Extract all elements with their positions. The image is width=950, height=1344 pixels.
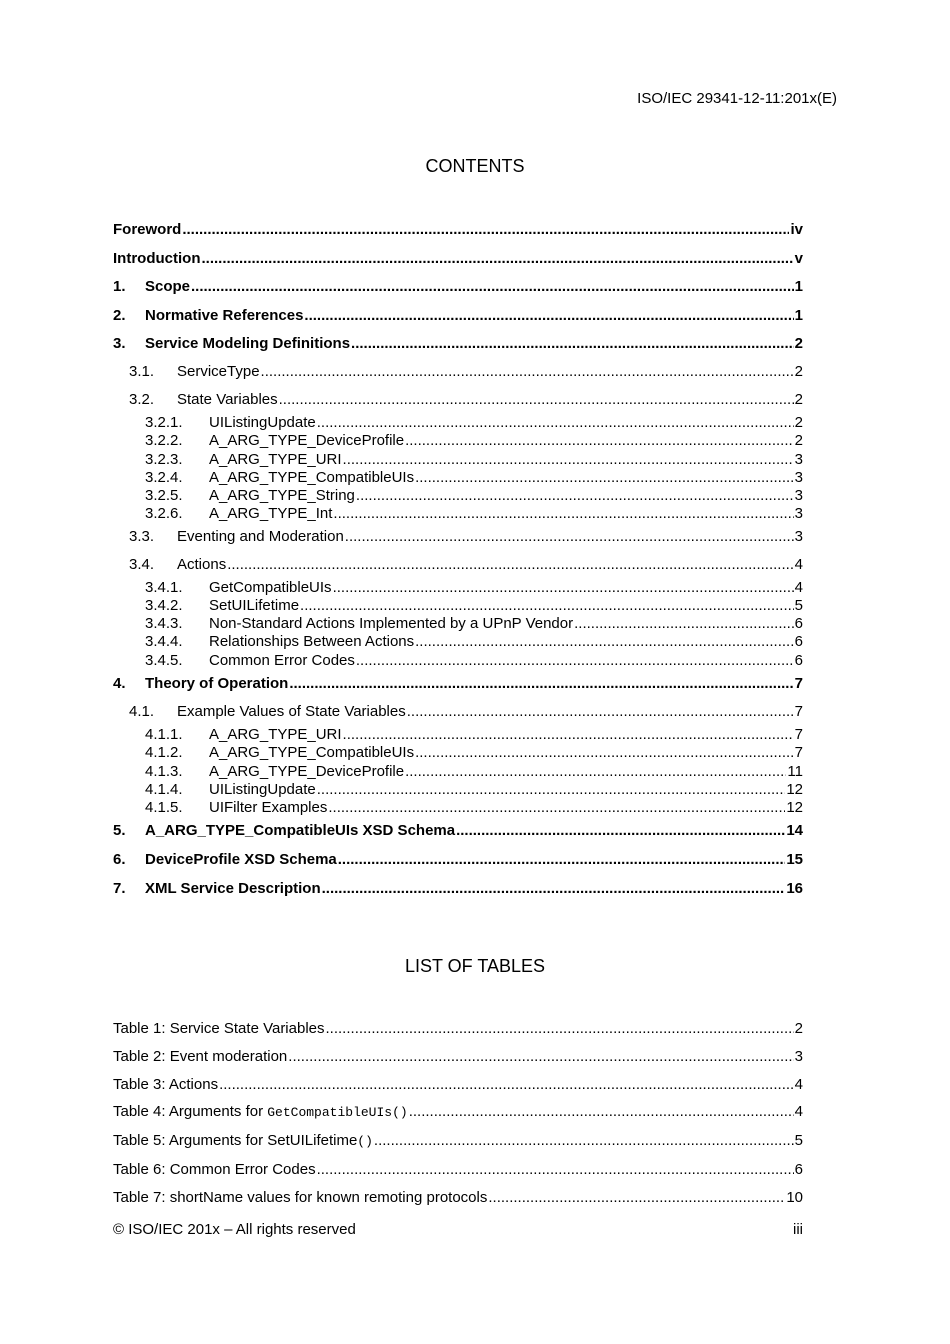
toc-entry-3-2-6[interactable]: 3.2.6. A_ARG_TYPE_Int ..... 3 <box>145 505 803 523</box>
toc-entry-7[interactable]: 7. XML Service Description ..... 16 <box>113 880 803 898</box>
toc-entry-3-4-1[interactable]: 3.4.1. GetCompatibleUIs ..... 4 <box>145 579 803 597</box>
leader-dots <box>351 335 794 353</box>
leader-dots <box>317 1161 794 1179</box>
toc-entry-4-1-4[interactable]: 4.1.4. UIListingUpdate ..... 12 <box>145 781 803 799</box>
toc-entry-3-2-2[interactable]: 3.2.2. A_ARG_TYPE_DeviceProfile ..... 2 <box>145 432 803 450</box>
toc-entry-3-4-5[interactable]: 3.4.5. Common Error Codes ..... 6 <box>145 652 803 670</box>
leader-dots <box>415 469 794 487</box>
leader-dots <box>201 250 793 268</box>
leader-dots <box>261 363 794 381</box>
leader-dots <box>415 633 794 651</box>
document-code: ISO/IEC 29341-12-11:201x(E) <box>637 90 837 107</box>
code-text: () <box>357 1134 373 1149</box>
leader-dots <box>456 822 785 840</box>
toc-entry-3-4[interactable]: 3.4. Actions ..... 4 <box>129 556 803 574</box>
leader-dots <box>227 556 793 574</box>
leader-dots <box>356 652 794 670</box>
table-entry-6[interactable]: Table 6: Common Error Codes ..... 6 <box>113 1161 803 1179</box>
toc-entry-3-2-1[interactable]: 3.2.1. UIListingUpdate ..... 2 <box>145 414 803 432</box>
leader-dots <box>317 781 786 799</box>
leader-dots <box>405 763 786 781</box>
toc-entry-3-2-5[interactable]: 3.2.5. A_ARG_TYPE_String ..... 3 <box>145 487 803 505</box>
toc-entry-4[interactable]: 4. Theory of Operation ..... 7 <box>113 675 803 693</box>
leader-dots <box>405 432 794 450</box>
page-footer <box>113 1221 803 1238</box>
leader-dots <box>288 1048 793 1066</box>
toc-entry-4-1-1[interactable]: 4.1.1. A_ARG_TYPE_URI ..... 7 <box>145 726 803 744</box>
contents-title: CONTENTS <box>425 156 525 176</box>
toc-entry-5[interactable]: 5. A_ARG_TYPE_CompatibleUIs XSD Schema ..... 14 <box>113 822 803 840</box>
leader-dots <box>407 703 794 721</box>
toc-entry-4-1[interactable]: 4.1. Example Values of State Variables ..... 7 <box>129 703 803 721</box>
toc-entry-2[interactable]: 2. Normative References ..... 1 <box>113 307 803 325</box>
table-entry-5[interactable]: Table 5: Arguments for SetUILifetime () ..... 5 <box>113 1132 803 1151</box>
table-entry-3[interactable]: Table 3: Actions ..... 4 <box>113 1076 803 1094</box>
leader-dots <box>415 744 794 762</box>
leader-dots <box>374 1132 794 1150</box>
toc-entry-3-2-4[interactable]: 3.2.4. A_ARG_TYPE_CompatibleUIs ..... 3 <box>145 469 803 487</box>
copyright-notice: © ISO/IEC 201x – All rights reserved <box>113 1221 356 1238</box>
table-entry-1[interactable]: Table 1: Service State Variables ..... 2 <box>113 1020 803 1038</box>
toc-entry-foreword[interactable]: Foreword ..... iv <box>113 221 803 239</box>
leader-dots <box>488 1189 785 1207</box>
toc-entry-3-4-3[interactable]: 3.4.3. Non-Standard Actions Implemented by a UPnP Vendor ..... 6 <box>145 615 803 633</box>
leader-dots <box>326 1020 794 1038</box>
leader-dots <box>333 579 794 597</box>
toc-entry-3-4-4[interactable]: 3.4.4. Relationships Between Actions ..... 6 <box>145 633 803 651</box>
toc-entry-3-1[interactable]: 3.1. ServiceType ..... 2 <box>129 363 803 381</box>
toc-entry-3-3[interactable]: 3.3. Eventing and Moderation ..... 3 <box>129 528 803 546</box>
leader-dots <box>343 451 794 469</box>
table-entry-4[interactable]: Table 4: Arguments for GetCompatibleUIs() ..... 4 <box>113 1103 803 1122</box>
leader-dots <box>304 307 793 325</box>
leader-dots <box>333 505 793 523</box>
toc-entry-3-2[interactable]: 3.2. State Variables ..... 2 <box>129 391 803 409</box>
leader-dots <box>322 880 786 898</box>
leader-dots <box>219 1076 794 1094</box>
leader-dots <box>289 675 793 693</box>
table-entry-7[interactable]: Table 7: shortName values for known remoting protocols ..... 10 <box>113 1189 803 1207</box>
leader-dots <box>574 615 794 633</box>
leader-dots <box>279 391 794 409</box>
code-text: GetCompatibleUIs() <box>267 1105 408 1120</box>
leader-dots <box>338 851 786 869</box>
toc-entry-3[interactable]: 3. Service Modeling Definitions ..... 2 <box>113 335 803 353</box>
toc-entry-introduction[interactable]: Introduction ..... v <box>113 250 803 268</box>
toc-entry-4-1-5[interactable]: 4.1.5. UIFilter Examples ..... 12 <box>145 799 803 817</box>
leader-dots <box>317 414 794 432</box>
toc-entry-4-1-3[interactable]: 4.1.3. A_ARG_TYPE_DeviceProfile ..... 11 <box>145 763 803 781</box>
leader-dots <box>191 278 794 296</box>
toc-entry-3-4-2[interactable]: 3.4.2. SetUILifetime ..... 5 <box>145 597 803 615</box>
toc-entry-4-1-2[interactable]: 4.1.2. A_ARG_TYPE_CompatibleUIs ..... 7 <box>145 744 803 762</box>
leader-dots <box>182 221 789 239</box>
page-number: iii <box>793 1221 803 1238</box>
leader-dots <box>356 487 794 505</box>
toc-entry-6[interactable]: 6. DeviceProfile XSD Schema ..... 15 <box>113 851 803 869</box>
leader-dots <box>328 799 785 817</box>
toc-entry-1[interactable]: 1. Scope ..... 1 <box>113 278 803 296</box>
table-entry-2[interactable]: Table 2: Event moderation ..... 3 <box>113 1048 803 1066</box>
leader-dots <box>300 597 794 615</box>
leader-dots <box>409 1103 794 1121</box>
list-of-tables-title: LIST OF TABLES <box>404 956 546 976</box>
leader-dots <box>345 528 794 546</box>
leader-dots <box>343 726 794 744</box>
toc-entry-3-2-3[interactable]: 3.2.3. A_ARG_TYPE_URI ..... 3 <box>145 451 803 469</box>
